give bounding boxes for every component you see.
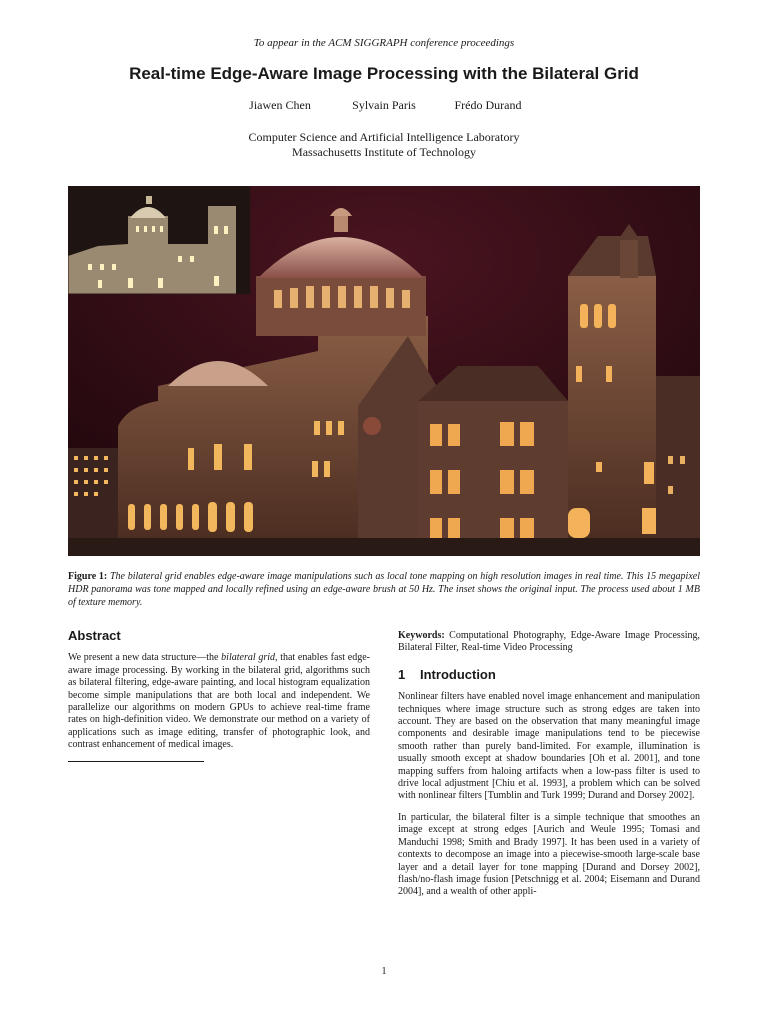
author-name: Frédo Durand	[454, 98, 522, 112]
introduction-heading	[398, 666, 700, 682]
abstract-paragraph	[68, 652, 370, 751]
teaser-figure-image	[68, 186, 700, 556]
abstract-emphasis: bilateral grid	[221, 652, 275, 664]
affiliation	[0, 130, 768, 160]
keywords-text: Computational Photography, Edge-Aware Image Processing, Bilateral Filter, Real-time Video Processing	[398, 630, 700, 654]
abstract-text: , that enables fast edge-aware image processing. By working in the bilateral grid, algorithms such as bilateral filtering, edge-aware painting, and local histogram equalization become simple manipulations that are both local and independent. We parallelize our algorithms on modern GPUs to achieve real-time frame rates on high-definition video. We demonstrate our method on a variety of applications such as image editing, transfer of photographic look, and contrast enhancement of medical images.	[68, 652, 370, 751]
section-number: 1	[398, 666, 406, 682]
figure-caption-text: The bilateral grid enables edge-aware image manipulations such as local tone mapping on high resolution images in real time. This 15 megapixel HDR panorama was tone mapped and locally refined using an edge-aware brush at 50 Hz. The inset shows the original input. The process used about 1 MB of texture memory.	[68, 571, 700, 608]
figure-caption	[68, 570, 700, 609]
keywords-paragraph	[398, 630, 700, 655]
right-column	[398, 630, 700, 908]
page-number: 1	[381, 966, 387, 977]
left-column	[68, 630, 370, 762]
affiliation-line: Computer Science and Artificial Intelligence Laboratory	[248, 130, 520, 144]
author-list	[0, 98, 768, 113]
author-name: Jiawen Chen	[249, 98, 311, 112]
venue-header: To appear in the ACM SIGGRAPH conference proceedings	[253, 37, 515, 49]
author-name: Sylvain Paris	[352, 98, 416, 112]
section-title: Introduction	[420, 666, 496, 682]
affiliation-line: Massachusetts Institute of Technology	[292, 145, 476, 159]
abstract-heading: Abstract	[68, 628, 121, 643]
intro-paragraph: Nonlinear filters have enabled novel image enhancement and manipulation techniques where image structure such as strong edges are taken into account. They are based on the observation that many meaningful image components and desirable image manipulations tend to be piecewise smooth rather than purely band-limited. For example, illumination is usually smooth except at shadow boundaries [Oh et al. 2001], and tone mapping suffers from haloing artifacts when a low-pass filter is used to drive local adjustment [Chiu et al. 1993], a problem which can be solved with nonlinear filters [Tumblin and Turk 1999; Durand and Dorsey 2002].	[398, 691, 700, 802]
intro-paragraph: In particular, the bilateral filter is a simple technique that smoothes an image except at strong edges [Aurich and Weule 1995; Tomasi and Manduchi 1998; Smith and Brady 1997]. It has been used in a variety of contexts to decompose an image into a piecewise-smooth large-scale base layer and a detail layer for tone mapping [Durand and Dorsey 2002], flash/no-flash image fusion [Petschnigg et al. 2004; Eisemann and Durand 2004], and a wealth of other appli-	[398, 811, 700, 898]
paper-title: Real-time Edge-Aware Image Processing with the Bilateral Grid	[129, 64, 639, 83]
keywords-label: Keywords:	[398, 630, 445, 641]
figure-label: Figure 1:	[68, 571, 108, 582]
building-panorama-illustration	[68, 186, 700, 556]
footnote-rule	[68, 761, 204, 762]
abstract-text: We present a new data structure—the	[68, 652, 222, 664]
